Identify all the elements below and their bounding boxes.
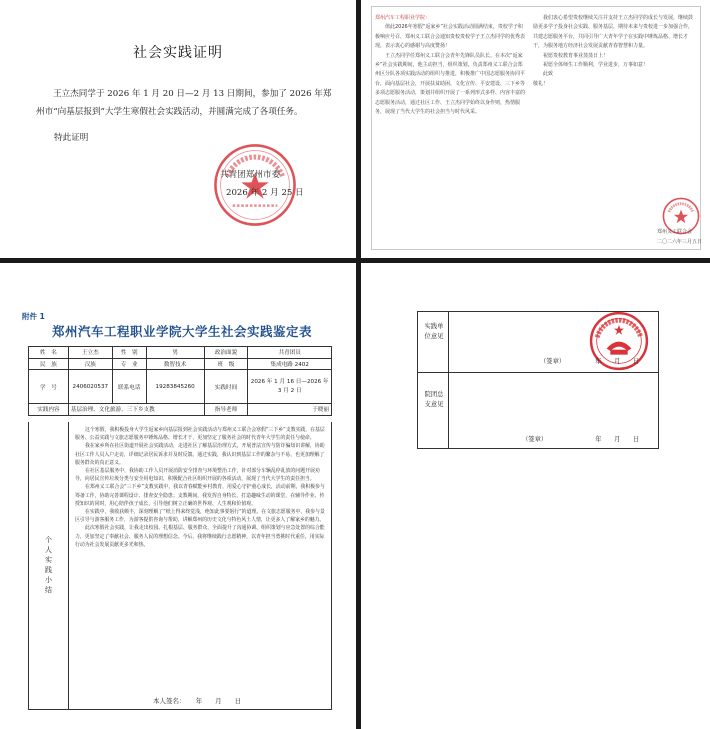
summary-paragraph: 此次寒假社会实践，让我走出校园、扎根基层、服务群众，全面提升了沟通协调、组织策划与应急处置的综合能力，更加坚定了奉献社会、服务人民的理想信念。今后，我将继续践行志愿精神，以青年担当勇挑时代重任，用实际行动为社会发展贡献更多光和热。 [75,525,325,548]
table-row [29,370,332,404]
summary-label: 个人实践小结 [44,535,53,596]
signature-label: 本人签名： [153,697,186,705]
opinions-table [417,311,659,449]
form-title: 郑州汽车工程职业学院大学生社会实践鉴定表 [51,324,312,339]
letter-paragraph: 我们衷心希望贵校继续关注并支持王立杰同学的成长与发展，继续鼓励更多学子投身社会实践、服务基层，期待未来与贵校进一步加强合作，共建志愿服务平台，共同引导广大青年学子在实践中锤炼品格、增长才干，为服务地方经济社会发展贡献青春智慧和力量。 [533,15,694,50]
class-label: 班 级 [204,358,248,370]
certificate-body [36,85,332,121]
summary-paragraph: 在社区基层服务中，我协助工作人员开展消防安全排查与环境整治工作，针对部分车辆乱停乱放的问题开展劝导，向居民宣传垃圾分类与安全用电知识，积极配合社区组织开展的各项活动，展现了当代大学生的责任担当。 [75,468,320,483]
unit-opinion-label: 实践单位意见 [424,323,444,340]
phone-value: 19283845260 [146,370,204,404]
class-value: 集成电路 2402 [248,358,332,370]
politics-value: 共青团员 [248,347,332,359]
stamp-date: 年 月 日 [595,358,640,365]
summary-paragraph: 在郑州义工联合会“三下乡”支教实践中，我以青春赋能乡村教育，用爱心守护童心成长，活动前期，我积极参与筹备工作，协助完善课程设计、排查安全隐患；支教期间，我发挥自身特长，打造趣味生动的课堂，在辅导作业、传授知识的同时，用心陪伴孩子成长，引导他们树立正确的世界观、人生观和价值观。 [75,484,325,507]
teacher-label: 指导老师 [204,404,248,416]
summary-paragraph: 在实践中，我收获颇丰，深刻理解了“纸上得来终觉浅，绝知此事要躬行”的道理。在文旅志愿服务中，我参与景区引导与游客服务工作，为游客提供咨询与帮助，讲解郑州的历史文化与特色风土人情，让更多人了解家乡的魅力。 [75,509,325,524]
attachment-label: 附件 1 [22,312,45,321]
summary-paragraph: 我在家乡所在社区街道开展社会实践活动，走进社区了解基层治理方式，开展普法宣传与防诈骗知识讲解，协助社区工作人员入户走访，详细记录居民诉求并及时反馈。通过实践，我认识到基层工作的繁杂与不易，也更加理解了服务群众的真正意义。 [75,443,325,466]
period-label: 实践时间 [204,370,248,404]
content-label: 实践内容 [29,404,69,416]
letter-salutation: 郑州汽车工程职业学院： [375,15,431,21]
content-value: 基层治理、文化旅游、三下乡支教 [68,404,204,416]
letter-paragraph: 祝愿全体师生工作顺利，学业进步，万事如意！ [543,62,649,69]
signature-line [153,696,241,705]
summary-section [28,422,332,710]
table-row [29,404,332,416]
summary-text [75,426,329,549]
unit-stamp-line [540,356,639,365]
teacher-value: 于晓丽 [248,404,332,416]
gender-value: 男 [146,347,204,359]
major-value: 数智技术 [146,358,204,370]
nation-label: 民 族 [29,358,69,370]
letter-paragraph: 王立杰同学任郑州义工联合会青年先锋队员队长。在本次“返家乡”社会实践期间，他主动担当，组织策划，负责郑州义工联合会郑州区分队各项实践活动的组织与推进，积极推广中国志愿服务协同平台，面向基层社会，开展扶贫助困、文化宣传、平安建设、三下乡等多项志愿服务活动，策划并组织开展了一系列形式多样、内容丰富的志愿服务活动，通过社区工作、王立杰同学始终以身作则，热情服务，展现了当代大学生的社会担当与时代风采。 [375,52,526,116]
appraisal-form-page [0,263,356,729]
student-info-table [28,346,332,416]
letter-right-column [533,14,697,89]
letter-closing: 敬礼！ [533,80,549,87]
major-label: 专 业 [112,358,146,370]
letter-signer: 郑州义工联合会 [657,229,693,235]
summary-label-cell [29,422,69,709]
college-stamp-line [522,434,639,443]
certificate-page [0,0,356,258]
table-row [29,347,332,359]
summary-paragraph: 这个寒假，我积极投身大学生返家乡向基层报到社会实践活动与郑州义工联合会寒假“三下乡”支教实践，在基层服务、公益实践与文旅志愿服务中锤炼品格、增长才干，更加坚定了服务社会的时代青年大学生的责任与使命。 [75,427,325,442]
stamp-label: （签章） [522,436,548,443]
opinions-page [361,263,710,729]
certificate-issuer: 共青团郑州市委 [220,170,281,180]
letter-closing: 此致 [543,71,554,78]
student-id-label: 学 号 [29,370,69,404]
college-opinion-label: 院团总支意见 [424,391,444,408]
student-id-value: 2406020537 [68,370,112,404]
certificate-body-text: 王立杰同学于 2026 年 1 月 20 日—2 月 13 日期间，参加了 2026 年郑州市“向基层报到”大学生寒假社会实践活动，并圆满完成了各项任务。 [36,89,332,117]
phone-label: 联系电话 [112,370,146,404]
signature-date: 年 月 日 [195,697,242,705]
stamp-date: 年 月 日 [595,436,640,443]
gender-label: 性 别 [112,347,146,359]
stamp-label: （签章） [540,358,566,365]
certificate-title: 社会实践证明 [133,45,223,61]
row-divider [418,372,658,373]
letter-date: 二〇二六年三月五日 [657,239,703,245]
period-value: 2026 年 1 月 16 日—2026 年 3 月 2 日 [248,370,332,404]
certificate-special-note: 特此证明 [54,133,89,143]
table-row [29,358,332,370]
official-seal-icon [212,142,298,228]
letter-paragraph: 祝愿贵校教育事业蒸蒸日上！ [543,52,609,59]
nation-value: 汉族 [68,358,112,370]
letter-page [361,0,710,258]
politics-label: 政治面貌 [204,347,248,359]
letter-left-column [375,14,527,117]
column-divider [448,312,449,448]
name-label: 姓 名 [29,347,69,359]
certificate-date: 2026 年 2 月 25 日 [226,188,304,198]
name-value: 王立杰 [68,347,112,359]
letter-paragraph: 值此2026年寒假“返家乡”社会实践活动圆满结束，贵校学子积极响应号召，郑州义工联合会通知贵校贵校学子王立杰同学的优秀表现，表示衷心的感谢与高度赞扬！ [375,24,526,50]
